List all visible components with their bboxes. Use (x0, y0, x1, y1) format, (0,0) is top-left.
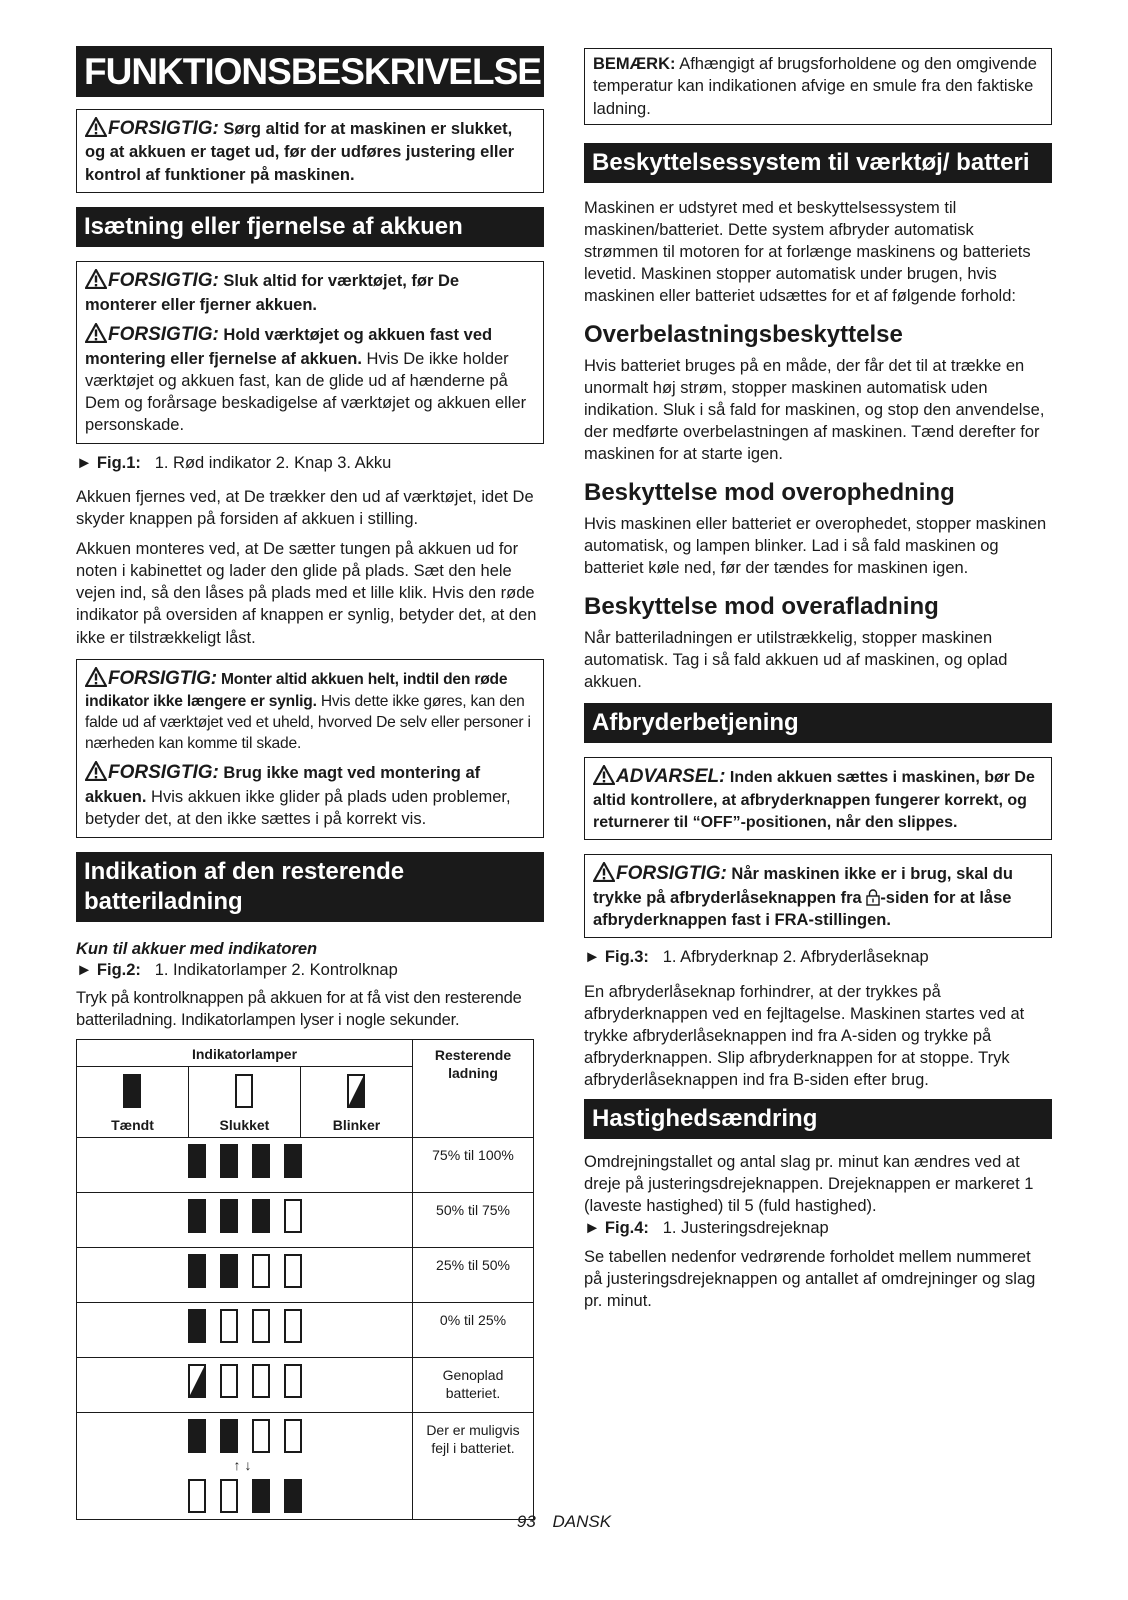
lamp-off-icon (252, 1419, 270, 1453)
caution-text-bold: Monter altid akkuen helt, indtil den røde indikator ikke længere er synlig. (85, 670, 508, 711)
warning-triangle-icon (593, 862, 615, 882)
remaining-charge-label: 50% til 75% (413, 1193, 534, 1248)
lamp-on-icon (188, 1419, 206, 1453)
lamp-off-icon (220, 1309, 238, 1343)
warning-text: Inden akkuen sættes i maskinen, bør De altid kontrollere, at afbryderknappen fungerer korrekt, og returnerer til “OFF”-positionen, når den slippes. (593, 769, 1035, 831)
caution-text: Hvis akkuen ikke glider på plads uden problemer, betyder det, at den ikke sættes i på korrekt vis. (85, 788, 511, 829)
lamp-off-icon (284, 1309, 302, 1343)
indicator-note: Kun til akkuer med indikatoren (76, 939, 318, 958)
lamp-on-icon (220, 1419, 238, 1453)
lamp-group (78, 1364, 411, 1398)
switch-caution-box (584, 854, 1052, 938)
legend-off-label: Slukket (219, 1117, 270, 1134)
legend-on (77, 1067, 189, 1138)
lamp-off-icon (220, 1479, 238, 1513)
caution-text: Sluk altid for værktøjet, før De monterer eller fjerner akkuen. (85, 272, 460, 314)
indicator-row (77, 1413, 534, 1520)
note-box (584, 48, 1052, 125)
lamp-on-icon (188, 1309, 206, 1343)
page-footer (0, 1512, 1128, 1532)
lamp-blink-icon (188, 1364, 206, 1398)
indicator-row (77, 1138, 534, 1193)
lamp-group (78, 1254, 411, 1288)
lamp-on-icon (252, 1144, 270, 1178)
caution-text-bold: Når maskinen ikke er i brug, skal du trykke på afbryderlåseknappen fra (593, 865, 1013, 907)
lamp-off-icon (284, 1254, 302, 1288)
warning-label: ADVARSEL: (616, 766, 726, 788)
lamps-cell (77, 1193, 413, 1248)
lamp-off-icon (284, 1199, 302, 1233)
right-column (584, 48, 1052, 1320)
figure-reference (76, 959, 544, 981)
intro-caution-box (76, 109, 544, 193)
caution-text-bold: Brug ikke magt ved montering af akkuen. (85, 764, 481, 807)
caution-text-bold: Hold værktøjet og akkuen fast ved montering eller fjernelse af akkuen. (85, 325, 493, 368)
legend-blink (300, 1067, 412, 1138)
lamp-off-icon (284, 1364, 302, 1398)
lamp-on-icon (284, 1479, 302, 1513)
figure-reference (584, 946, 1052, 968)
paragraph: Tryk på kontrolknappen på akkuen for at få vist den resterende batteriladning. Indikatorlampen lyser i nogle sekunder. (76, 988, 522, 1029)
mount-caution-box (76, 659, 544, 838)
caution-label: FORSIGTIG: (108, 117, 219, 139)
warning-triangle-icon (85, 323, 107, 343)
caution-label: FORSIGTIG: (108, 762, 219, 784)
lamps-cell (77, 1138, 413, 1193)
lamps-cell (77, 1248, 413, 1303)
legend-off (188, 1067, 300, 1138)
remaining-charge-label: Der er muligvis fejl i batteriet. (413, 1413, 534, 1520)
remaining-charge-label: 25% til 50% (413, 1248, 534, 1303)
warning-triangle-icon (85, 761, 107, 781)
note-label: BEMÆRK: (593, 55, 676, 73)
remaining-charge-label: Genoplad batteriet. (413, 1358, 534, 1413)
lamp-on-icon (220, 1199, 238, 1233)
warning-triangle-icon (593, 765, 615, 785)
subheading-overdischarge: Beskyttelse mod overafladning (584, 593, 939, 621)
table-header-remaining: Resterende ladning (413, 1040, 534, 1138)
figure-label: ► Fig.3: (584, 948, 649, 967)
lamp-off-icon (252, 1364, 270, 1398)
page-title: FUNKTIONSBESKRIVELSE (76, 46, 544, 97)
legend-blink-label: Blinker (332, 1117, 381, 1134)
section-heading-switch: Afbryderbetjening (584, 703, 1052, 743)
lamp-off-icon (252, 1309, 270, 1343)
paragraph: Omdrejningstallet og antal slag pr. minut kan ændres ved at dreje på justeringsdrejeknappen. Drejeknappen er markeret 1 (laveste hastighed) til 5 (fuld hastighed). (584, 1153, 1034, 1216)
paragraph: Se tabellen nedenfor vedrørende forholdet mellem nummeret på justeringsdrejeknappen og antallet af omdrejninger og slag pr. minut. (584, 1247, 1036, 1310)
caution-text: Hvis dette ikke gøres, kan den falde ud af værktøjet ved et uheld, hvorved De selv eller personer i nærheden kan komme til skade. (85, 693, 531, 753)
lamp-on-icon (252, 1479, 270, 1513)
paragraph: Maskinen er udstyret med et beskyttelsessystem til maskinen/batteriet. Dette system afbryder automatisk strømmen til motoren for at forlænge maskinens og batteriets levetid. Maskinen stopper automatisk under brugen, hvis maskinen eller batteriet udsættes for et af følgende forhold: (584, 198, 1031, 306)
figure-items: 1. Justeringsdrejeknap (662, 1219, 829, 1238)
lamp-on-icon (123, 1074, 141, 1108)
paragraph: En afbryderlåseknap forhindrer, at der trykkes på afbryderknappen ved en fejltagelse. Maskinen startes ved at trykke afbryderlåseknappen ind fra A-siden og trykke på afbryderknappen. Slip afbryderknappen for at stoppe. Tryk afbryderlåseknappen ind fra B-siden efter brug. (584, 982, 1025, 1090)
indicator-row (77, 1303, 534, 1358)
padlock-icon (866, 888, 880, 906)
intro-caution-text: Sørg altid for at maskinen er slukket, og at akkuen er taget ud, før der udføres justering eller kontrol af funktioner på maskinen. (85, 119, 515, 184)
page-language: DANSK (552, 1512, 612, 1531)
lamp-group (78, 1479, 411, 1513)
lamp-blink-icon (347, 1074, 365, 1108)
lamp-on-icon (188, 1144, 206, 1178)
figure-items: 1. Indikatorlamper 2. Kontrolknap (154, 960, 398, 979)
paragraph: Hvis batteriet bruges på en måde, der får det til at trække en unormalt høj strøm, stopper maskinen automatisk uden indikation. Sluk i så fald for maskinen, og stop den anvendelse, der medførte overbelastningen af maskinen. Tænd derefter for maskinen for at starte igen. (584, 356, 1045, 464)
figure-items: 1. Rød indikator 2. Knap 3. Akku (154, 453, 392, 472)
caution-text: Hvis De ikke holder værktøjet og akkuen fast, kan de glide ud af hænderne på Dem og forårsage beskadigelse af værktøjet og akkuen eller personskade. (85, 349, 527, 435)
caution-label: FORSIGTIG: (108, 270, 219, 292)
subheading-overload: Overbelastningsbeskyttelse (584, 321, 903, 349)
lamp-on-icon (188, 1254, 206, 1288)
table-header-indicator: Indikatorlamper (77, 1040, 413, 1067)
lamp-group (78, 1419, 411, 1453)
lamp-on-icon (284, 1144, 302, 1178)
section-heading-charge-indication: Indikation af den resterende batteriladning (76, 852, 544, 922)
paragraph: Hvis maskinen eller batteriet er overophedet, stopper maskinen automatisk, og lampen blinker. Lad i så fald maskinen og batteriet køle ned, før der tændes for maskinen igen. (584, 515, 1047, 578)
alternating-arrows-icon: ↑↓ (233, 1457, 256, 1474)
lamp-group (78, 1199, 411, 1233)
remaining-charge-label: 0% til 25% (413, 1303, 534, 1358)
lamp-off-icon (220, 1364, 238, 1398)
lamp-on-icon (188, 1199, 206, 1233)
figure-reference (76, 452, 544, 474)
battery-caution-box (76, 261, 544, 444)
caution-label: FORSIGTIG: (108, 323, 219, 345)
lamp-on-icon (220, 1144, 238, 1178)
indicator-row (77, 1248, 534, 1303)
note-text: Afhængigt af brugsforholdene og den omgivende temperatur kan indikationen afvige en smule fra den faktiske ladning. (593, 55, 1037, 118)
figure-reference (584, 1217, 1052, 1239)
paragraph: Akkuen monteres ved, at De sætter tungen på akkuen ud for noten i kabinettet og lader den glide på plads. Sæt den hele vejen ind, så den låses på plads med et lille klik. Hvis den røde indikator på oversiden af knappen er synlig, betyder det, at den ikke er tilstrækkeligt låst. (76, 540, 537, 647)
figure-label: ► Fig.4: (584, 1219, 649, 1238)
lamp-group (78, 1309, 411, 1343)
remaining-charge-label: 75% til 100% (413, 1138, 534, 1193)
caution-label: FORSIGTIG: (616, 863, 727, 885)
indicator-table (76, 1039, 534, 1520)
warning-triangle-icon (85, 667, 107, 687)
paragraph: Når batteriladningen er utilstrækkelig, stopper maskinen automatisk. Tag i så fald akkuen ud af maskinen, og oplad akkuen. (584, 629, 1008, 692)
switch-warning-box (584, 757, 1052, 840)
legend-on-label: Tændt (111, 1117, 154, 1134)
figure-label: ► Fig.1: (76, 453, 141, 472)
lamp-group (78, 1144, 411, 1178)
lamp-off-icon (235, 1074, 253, 1108)
indicator-row (77, 1193, 534, 1248)
lamp-on-icon (252, 1199, 270, 1233)
page-number: 93 (516, 1512, 536, 1531)
lamp-off-icon (188, 1479, 206, 1513)
section-heading-speed: Hastighedsændring (584, 1099, 1052, 1139)
warning-triangle-icon (85, 117, 107, 137)
left-column (76, 46, 544, 1520)
paragraph: Akkuen fjernes ved, at De trækker den ud af værktøjet, idet De skyder knappen på forsiden af akkuen i stilling. (76, 487, 534, 528)
caution-text-bold: -siden for at låse afbryderknappen fast i FRA-stillingen. (593, 888, 1012, 930)
caution-label: FORSIGTIG: (108, 667, 217, 689)
lamp-on-icon (220, 1254, 238, 1288)
figure-items: 1. Afbryderknap 2. Afbryderlåseknap (662, 948, 929, 967)
subheading-overheat: Beskyttelse mod overophedning (584, 479, 955, 507)
section-heading-battery: Isætning eller fjernelse af akkuen (76, 207, 544, 247)
lamps-cell (77, 1413, 413, 1520)
figure-label: ► Fig.2: (76, 960, 141, 979)
lamp-off-icon (252, 1254, 270, 1288)
lamp-off-icon (284, 1419, 302, 1453)
lamps-cell (77, 1358, 413, 1413)
indicator-row (77, 1358, 534, 1413)
warning-triangle-icon (85, 269, 107, 289)
section-heading-protection: Beskyttelsessystem til værktøj/ batteri (584, 143, 1052, 183)
lamps-cell (77, 1303, 413, 1358)
